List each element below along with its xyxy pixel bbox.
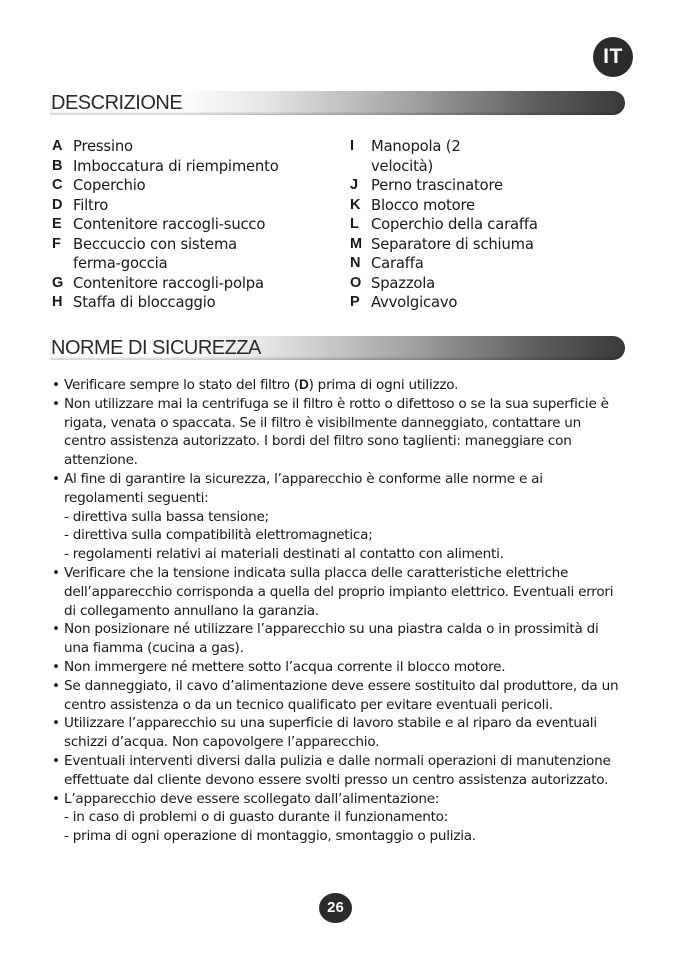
rule-text-part: Verificare sempre lo stato del filtro ( xyxy=(64,377,299,393)
component-label: Beccuccio con sistema ferma-goccia xyxy=(73,235,238,272)
rule-item xyxy=(52,564,622,620)
component-item xyxy=(350,137,630,176)
component-item xyxy=(350,235,630,255)
component-letter: N xyxy=(350,255,361,271)
rule-text xyxy=(64,376,622,395)
component-letter: B xyxy=(52,157,63,174)
component-label: Separatore di schiuma xyxy=(371,235,534,253)
rule-item xyxy=(52,790,622,846)
component-label: Coperchio xyxy=(73,177,146,194)
bullet: • xyxy=(52,564,60,581)
component-label: Blocco motore xyxy=(371,196,475,214)
rule-item xyxy=(52,620,622,658)
bullet: • xyxy=(52,752,60,769)
rule-item xyxy=(52,714,622,752)
component-letter: E xyxy=(52,216,62,232)
rule-text: Verificare che la tensione indicata sulla placca delle caratteristiche elettriche dell’apparecchio corrisponda a quella del proprio impianto elettrico. Eventuali errori di collegamento annullano la garanzia. xyxy=(64,564,614,619)
component-label: Coperchio della caraffa xyxy=(371,216,538,233)
component-label: Pressino xyxy=(73,138,133,155)
bullet: • xyxy=(52,377,60,393)
component-letter: J xyxy=(350,177,359,193)
rule-subitem: - regolamenti relativi ai materiali destinati al contatto con alimenti. xyxy=(64,546,504,563)
component-label: Caraffa xyxy=(371,255,424,272)
safety-header-bar xyxy=(50,336,625,360)
rule-item xyxy=(52,752,622,790)
rule-text: Non immergere né mettere sotto l’acqua corrente il blocco motore. xyxy=(64,658,506,675)
component-letter: K xyxy=(350,196,361,213)
description-title: DESCRIZIONE xyxy=(51,92,183,114)
component-letter: A xyxy=(52,138,63,154)
component-letter: G xyxy=(52,274,64,291)
component-item xyxy=(350,196,630,216)
rule-text: Se danneggiato, il cavo d’alimentazione deve essere sostituito dal produttore, da un centro assistenza o da un tecnico qualificato per evitare eventuali pericoli. xyxy=(64,677,619,713)
component-label: Imboccatura di riempimento xyxy=(73,157,279,175)
bullet: • xyxy=(52,470,60,487)
component-label: Manopola (2 velocità) xyxy=(371,138,461,175)
bullet: • xyxy=(52,395,60,412)
component-letter: L xyxy=(350,216,359,232)
component-item xyxy=(52,157,332,177)
rule-item xyxy=(52,470,622,564)
component-item xyxy=(52,137,332,157)
component-item xyxy=(350,293,630,313)
rule-text: Eventuali interventi diversi dalla pulizia e dalle normali operazioni di manutenzione effettuate dal cliente devono essere svolti presso un centro assistenza autorizzato. xyxy=(64,752,611,788)
component-item xyxy=(52,215,332,235)
component-letter: O xyxy=(350,274,362,291)
component-item xyxy=(52,235,332,274)
component-item xyxy=(350,274,630,294)
component-label: Filtro xyxy=(73,196,109,214)
component-letter: H xyxy=(52,294,63,310)
rule-subitem: - direttiva sulla bassa tensione; xyxy=(64,508,269,525)
component-item xyxy=(350,254,630,274)
rule-subitem: - prima di ogni operazione di montaggio, smontaggio o pulizia. xyxy=(64,828,476,845)
bullet: • xyxy=(52,715,60,732)
component-item xyxy=(52,293,332,313)
rule-text: Utilizzare l’apparecchio su una superficie di lavoro stabile e al riparo da eventuali schizzi d’acqua. Non capovolgere l’apparecchio. xyxy=(64,715,597,751)
rule-item xyxy=(52,677,622,715)
rule-text-part: L’apparecchio deve essere scollegato dall’alimentazione: xyxy=(64,790,440,807)
component-label: Avvolgicavo xyxy=(371,294,458,311)
bullet: • xyxy=(52,677,60,694)
rule-item xyxy=(52,376,622,395)
component-item xyxy=(52,196,332,216)
rule-text: Non utilizzare mai la centrifuga se il filtro è rotto o difettoso o se la sua superficie è rigata, venata o spaccata. Se il filtro è visibilmente danneggiato, contattare un centro assistenza autorizzato. I bordi del filtro sono taglienti: maneggiare con attenzione. xyxy=(64,395,609,469)
rule-text-part: Al fine di garantire la sicurezza, l’apparecchio è conforme alle norme e ai regolamenti seguenti: xyxy=(64,470,543,506)
rule-subitem: - in caso di problemi o di guasto durante il funzionamento: xyxy=(64,809,449,826)
components-list-right xyxy=(350,137,630,313)
component-label: Contenitore raccogli-succo xyxy=(73,216,266,233)
safety-title: NORME DI SICUREZZA xyxy=(51,337,261,359)
rule-item xyxy=(52,395,622,470)
component-letter: F xyxy=(52,235,61,252)
component-label: Spazzola xyxy=(371,274,436,292)
bullet: • xyxy=(52,621,60,638)
component-letter: C xyxy=(52,177,63,193)
rule-text xyxy=(64,790,622,846)
component-letter: D xyxy=(52,196,63,213)
rule-item xyxy=(52,658,622,677)
component-letter: P xyxy=(350,294,360,310)
bullet: • xyxy=(52,790,60,807)
component-item xyxy=(52,176,332,196)
description-header-bar xyxy=(50,91,625,115)
component-label: Staffa di bloccaggio xyxy=(73,294,216,311)
rule-text xyxy=(64,470,622,564)
page-number: 26 xyxy=(319,893,352,923)
part-reference: D xyxy=(298,377,309,392)
safety-rules-list xyxy=(52,376,622,846)
rule-subitem: - direttiva sulla compatibilità elettromagnetica; xyxy=(64,527,373,544)
component-item xyxy=(350,176,630,196)
component-item xyxy=(350,215,630,235)
rule-text: Non posizionare né utilizzare l’apparecchio su una piastra calda o in prossimità di una fiamma (cucina a gas). xyxy=(64,621,599,657)
rule-text-part: ) prima di ogni utilizzo. xyxy=(308,377,459,393)
bullet: • xyxy=(52,658,60,675)
component-label: Contenitore raccogli-polpa xyxy=(73,274,264,292)
language-badge: IT xyxy=(593,37,633,77)
component-item xyxy=(52,274,332,294)
component-label: Perno trascinatore xyxy=(371,177,503,194)
components-list-left xyxy=(52,137,332,313)
component-letter: M xyxy=(350,235,363,252)
component-letter: I xyxy=(350,138,355,154)
